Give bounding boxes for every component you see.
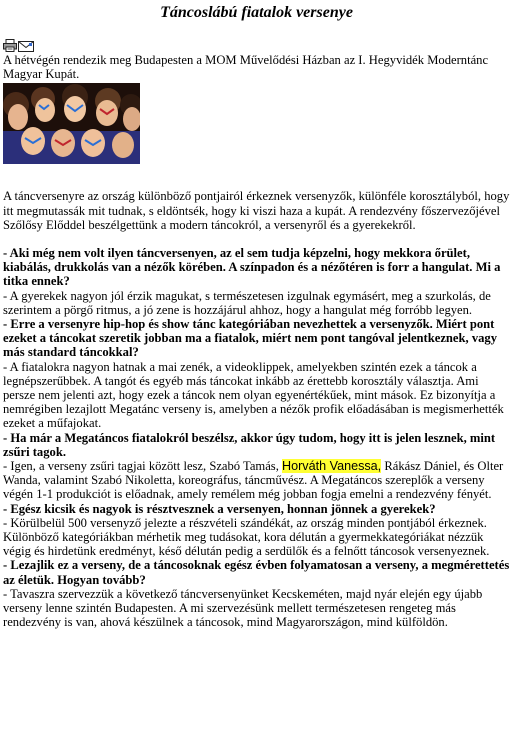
answer-5: - Tavaszra szervezzük a következő táncversenyünket Kecskeméten, majd nyár elején egy újabb verseny lenne szintén Budapesten. A mi szervezésünk mellett természetesen rengeteg más rendezvény is van, ahová készülnek a táncosok, mind Magyarországon, mind külföldön. [3, 586, 483, 630]
question-5: - Lezajlik ez a verseny, de a táncosoknak egész évben folyamatosan a verseny, a megmérettetés az életük. Hogyan tovább? [3, 558, 510, 587]
highlighted-name: Horváth Vanessa, [282, 459, 382, 474]
answer-3-end: Rákász Dániel, és Olter Wanda, valamint Szabó Nikoletta, koreográfus, táncművész. A Megatáncos szereplők a verseny végén 1-1 produkciót is előadnak, amely remélem még jobban fogja emelni a rendezvény fényét. [3, 459, 504, 502]
question-3: - Ha már a Megatáncos fiatalokról beszélsz, akkor úgy tudom, hogy itt is jelen lesznek, mint zsűri tagok. [3, 430, 496, 459]
answer-3-start: - Igen, a verseny zsűri tagjai között lesz, Szabó Tamás, [3, 459, 283, 474]
answer-3 [3, 459, 510, 502]
print-icon[interactable] [3, 39, 17, 52]
answer-1: - A gyerekek nagyon jól érzik magukat, s természetesen izgulnak egymásért, meg a szurkolás, de szerintem a pörgő ritmus, a jó zene is hozzájárul ahhoz, hogy a hangulat még forróbb legyen. [3, 288, 491, 317]
article-tools [3, 35, 510, 52]
question-1: - Aki még nem volt ilyen táncversenyen, az el sem tudja képzelni, hogy mekkora őrület, kiabálás, drukkolás van a nézők körében. A színpadon és a nézőtéren is forr a hangulat. Mi a titka ennek? [3, 246, 501, 289]
answer-2: - A fiatalokra nagyon hatnak a mai zenék, a videoklippek, amelyekben szintén ezek a táncok a legnépszerűbbek. A tangót és egyéb más táncokat inkább az érettebb korosztály választja. Ami persze nem jelenti azt, hogy ezek a táncok nem olyan egyenértékűek, mint mások. Ez bizonyítja a nemrégiben lezajlott Megatánc verseny is, amelyben a nézők profik előadásában is megismerhették ezeket a műfajokat. [3, 359, 504, 431]
article-intro: A táncversenyre az ország különböző pontjairól érkeznek versenyzők, különféle korosztályból, hogy itt megmutassák mit tudnak, s eldöntsék, hogy ki viszi haza a kupát. A rendezvény főszervezőjével Szőlősy Előddel beszélgettünk a modern táncokról, a versenyről és a gyerekekről. [3, 189, 510, 232]
article-lead: A hétvégén rendezik meg Budapesten a MOM Művelődési Házban az I. Hegyvidék Moderntánc Magyar Kupát. [3, 53, 489, 82]
answer-4: - Körülbelül 500 versenyző jelezte a részvételi szándékát, az ország minden pontjából érkeznek. Különböző kategóriákban mérhetik meg tudásokat, kora délután a gyermekkategóriákat nézzük végig és hirdetünk eredményt, késő délután pedig a serdülők és a felnőtt táncosok versenyeznek. [3, 515, 490, 559]
question-4: - Egész kicsik és nagyok is résztvesznek a versenyen, honnan jönnek a gyerekek? [3, 501, 436, 516]
article-title: Táncoslábú fiatalok versenye [160, 4, 353, 21]
dancers-photo [3, 83, 140, 164]
email-icon[interactable] [18, 39, 34, 52]
question-2: - Erre a versenyre hip-hop és show tánc kategóriában nevezhettek a versenyzők. Miért pont ezeket a táncokat szeretik jobban ma a fiatalok, miért nem pont tangóval jelentkeznek, vagy más standard táncokkal? [3, 317, 498, 360]
paragraph-gap [3, 232, 510, 246]
